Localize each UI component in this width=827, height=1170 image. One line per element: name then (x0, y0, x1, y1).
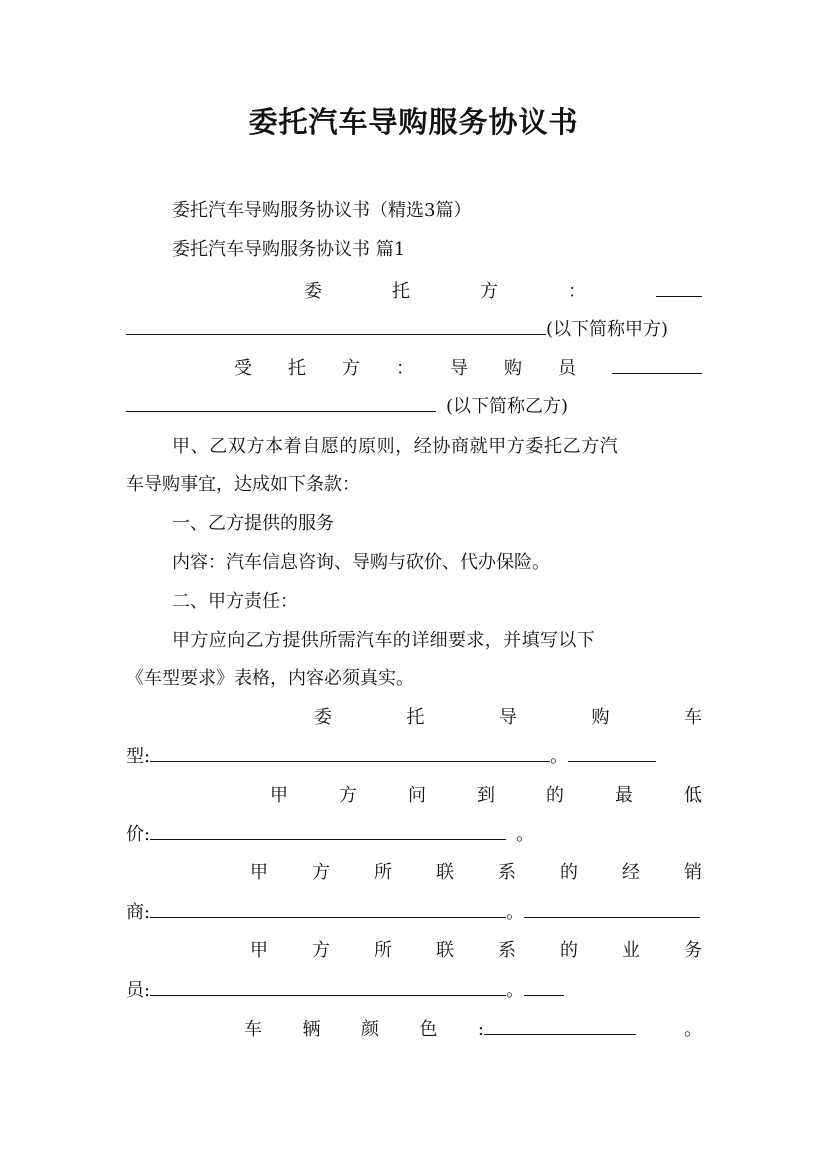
car-model-fill-row (126, 743, 702, 770)
salesperson-char: 系 (498, 940, 516, 961)
lowest-price-char: 低 (684, 785, 702, 806)
car-color-blank[interactable] (484, 1016, 636, 1035)
dealer-tail: 商: (126, 902, 151, 923)
car-model-blank-1[interactable] (150, 743, 550, 762)
dealer-char: 所 (374, 862, 392, 883)
lowest-price-char: 问 (408, 785, 426, 806)
lowest-price-char: 甲 (270, 785, 288, 806)
car-color-label (244, 1017, 484, 1043)
dealer-char: 方 (312, 862, 330, 883)
salesperson-label-row (126, 938, 702, 964)
dealer-char: 经 (622, 862, 640, 883)
party-b-char: 员 (558, 358, 576, 379)
salesperson-char: 联 (436, 940, 454, 961)
party-b-fill-row (126, 393, 702, 420)
party-b-char: 方 (342, 358, 360, 379)
salesperson-dot: 。 (506, 980, 525, 1001)
section1-heading: 一、乙方提供的服务 (172, 513, 334, 534)
dealer-blank-2[interactable] (524, 899, 700, 918)
salesperson-tail: 员: (126, 980, 151, 1001)
salesperson-char: 业 (622, 940, 640, 961)
lowest-price-char: 方 (339, 785, 357, 806)
section2-line-1: 甲方应向乙方提供所需汽车的详细要求，并填写以下 (172, 630, 596, 651)
car-color-char: 辆 (302, 1019, 321, 1040)
lowest-price-char: 的 (546, 785, 564, 806)
lowest-price-char: 到 (477, 785, 495, 806)
party-b-blank-1[interactable] (612, 355, 702, 374)
section1-content: 内容：汽车信息咨询、导购与砍价、代办保险。 (172, 552, 550, 573)
car-model-char: 委 (314, 707, 332, 728)
party-b-suffix: (以下简称乙方) (446, 396, 569, 417)
car-color-char: 颜 (360, 1019, 379, 1040)
car-color-row (126, 1016, 702, 1043)
party-b-char: 导 (450, 358, 468, 379)
salesperson-blank-2[interactable] (524, 977, 564, 996)
dealer-char: 销 (684, 862, 702, 883)
party-b-char: ： (396, 358, 414, 379)
car-model-char: 托 (406, 707, 425, 728)
car-model-char: 购 (591, 707, 610, 728)
party-a-char: 方 (480, 281, 498, 302)
lowest-price-label-row (126, 783, 702, 809)
party-b-char: 购 (504, 358, 522, 379)
party-a-blank-1[interactable] (656, 278, 702, 297)
dealer-fill-row (126, 899, 702, 926)
car-model-char: 车 (684, 707, 702, 728)
lowest-price-tail: 价: (126, 824, 151, 845)
dealer-char: 联 (436, 862, 454, 883)
lowest-price-fill-row (126, 821, 702, 848)
salesperson-char: 甲 (250, 940, 268, 961)
party-a-fill-row (126, 316, 702, 343)
salesperson-char: 所 (374, 940, 392, 961)
agreement-line-2: 车导购事宜，达成如下条款： (126, 474, 360, 495)
dealer-char: 系 (498, 862, 516, 883)
dealer-label-row (126, 860, 702, 886)
party-a-label-row (126, 278, 702, 305)
party-b-blank-2[interactable] (126, 393, 436, 412)
party-b-char: 托 (288, 358, 306, 379)
car-model-char: 导 (499, 707, 517, 728)
car-model-tail: 型: (126, 746, 151, 767)
salesperson-blank-1[interactable] (150, 977, 506, 996)
party-a-suffix: (以下简称甲方) (546, 319, 669, 340)
party-a-char: 委 (304, 281, 322, 302)
car-color-char: 色 (419, 1019, 438, 1040)
salesperson-char: 方 (312, 940, 330, 961)
dealer-dot: 。 (506, 902, 525, 923)
dealer-blank-1[interactable] (150, 899, 506, 918)
party-b-char: 受 (234, 358, 252, 379)
salesperson-fill-row (126, 977, 702, 1004)
agreement-line-1: 甲、乙双方本着自愿的原则，经协商就甲方委托乙方汽 (172, 436, 619, 457)
section2-line-2: 《车型要求》表格，内容必须真实。 (126, 668, 414, 689)
party-a-char: ： (568, 281, 586, 302)
lowest-price-dot: 。 (516, 824, 535, 845)
lowest-price-blank[interactable] (150, 821, 506, 840)
party-b-label-row (126, 355, 702, 382)
dealer-char: 甲 (250, 862, 268, 883)
car-model-dot: 。 (550, 746, 569, 767)
intro-line: 委托汽车导购服务协议书（精选3篇） (172, 200, 472, 221)
car-color-char: 车 (244, 1019, 262, 1040)
party-a-char: 托 (392, 281, 410, 302)
section2-heading: 二、甲方责任： (172, 591, 298, 612)
car-color-dot: 。 (684, 1019, 702, 1040)
salesperson-char: 务 (684, 940, 702, 961)
car-model-blank-2[interactable] (568, 743, 656, 762)
chapter-heading: 委托汽车导购服务协议书 篇1 (172, 239, 406, 260)
lowest-price-char: 最 (615, 785, 633, 806)
document-title: 委托汽车导购服务协议书 (248, 105, 579, 139)
salesperson-char: 的 (560, 940, 578, 961)
car-color-char: : (477, 1019, 484, 1040)
car-model-label-row (126, 705, 702, 731)
dealer-char: 的 (560, 862, 578, 883)
party-a-blank-2[interactable] (126, 316, 546, 335)
